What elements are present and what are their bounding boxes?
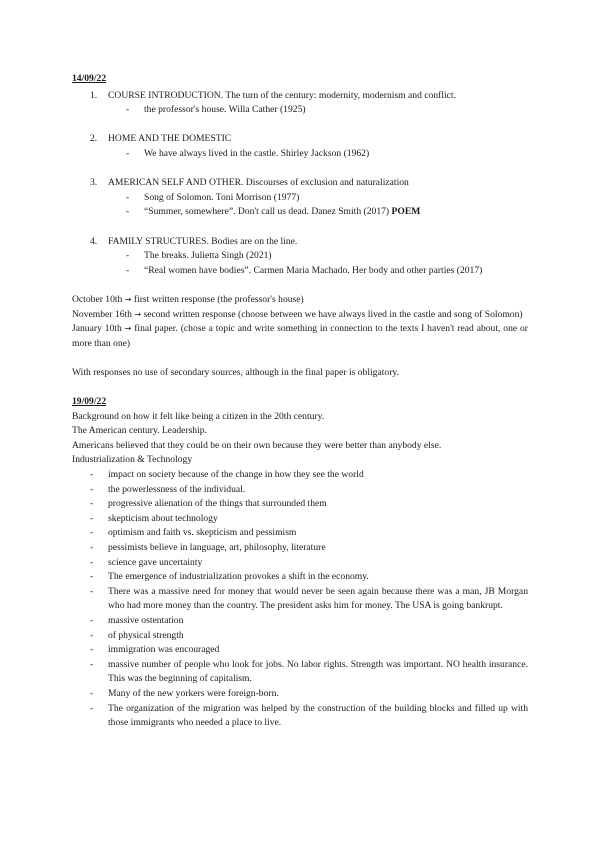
deadline-1: October 10th → first written response (the professor's house): [72, 293, 304, 305]
item-number: 2.: [90, 133, 98, 145]
item-number: 4.: [90, 235, 98, 247]
item-title: COURSE INTRODUCTION. The turn of the century: modernity, modernism and conflict.: [108, 89, 456, 101]
session-date-1: 14/09/22: [72, 73, 107, 84]
poem-label: POEM: [391, 206, 421, 218]
item-title: HOME AND THE DOMESTIC: [108, 133, 232, 145]
bullet-item: - pessimists believe in language, art, philosophy, literature: [90, 542, 326, 553]
note-line: Background on how it felt like being a citizen in the 20th century.: [72, 410, 325, 422]
note-line: Americans believed that they could be on their own because they were better than anybody else.: [72, 439, 442, 451]
bullet-item: - massive number of people who look for jobs. No labor rights. Strength was important. NO health insurance. This was the beginning of capitalism.: [90, 658, 528, 685]
syllabus-item-2: [72, 132, 528, 161]
bullet-item: - Many of the new yorkers were foreign-born.: [90, 687, 279, 699]
reading-list: [108, 103, 528, 118]
bullet-item: - optimism and faith vs. skepticism and pessimism: [90, 527, 297, 539]
bullet-item: - impact on society because of the change in how they see the world: [90, 469, 364, 481]
syllabus-item-1: [72, 89, 528, 118]
arrow-icon: →: [124, 324, 132, 334]
arrow-icon: →: [124, 294, 132, 304]
bullet-item: - the powerlessness of the individual.: [90, 483, 246, 495]
bullet-item: - massive ostentation: [90, 614, 184, 626]
notes-content: [72, 72, 528, 731]
item-number: 1.: [90, 89, 98, 101]
reading-item: - “Real women have bodies”. Carmen Maria Machado. Her body and other parties (2017): [126, 264, 483, 276]
deadlines: [72, 293, 528, 351]
reading-list: [108, 191, 528, 220]
arrow-icon: →: [134, 309, 142, 319]
session-date-2: 19/09/22: [72, 396, 107, 408]
bullet-item: - The organization of the migration was helped by the construction of the building blocks and filled up with those immigrants who needed a place to live.: [90, 702, 528, 729]
bullet-item: - of physical strength: [90, 629, 184, 641]
reading-item: - the professor's house. Willa Cather (1925): [126, 104, 306, 116]
deadline-2: November 16th → second written response (choose between we have always lived in the castle and song of Solomon): [72, 308, 523, 320]
reading-list: [108, 249, 528, 278]
bullet-item: - skepticism about technology: [90, 512, 218, 524]
bullet-item: - immigration was encouraged: [90, 644, 220, 656]
deadline-3: January 10th → final paper. (chose a topic and write something in connection to the texts I haven't read about, one or more than one): [72, 323, 528, 349]
responses-note: With responses no use of secondary sources, although in the final paper is obligatory.: [72, 366, 399, 378]
reading-item: - Song of Solomon. Toni Morrison (1977): [126, 191, 300, 203]
bullet-item: - progressive alienation of the things that surrounded them: [90, 498, 327, 510]
industrialization-bullets: [72, 468, 528, 731]
item-title: AMERICAN SELF AND OTHER. Discourses of exclusion and naturalization: [108, 177, 409, 189]
course-syllabus-list: [72, 89, 528, 279]
reading-item: - We have always lived in the castle. Shirley Jackson (1962): [126, 147, 370, 159]
syllabus-item-4: [72, 235, 528, 279]
item-number: 3.: [90, 177, 98, 189]
reading-item: - The breaks. Julietta Singh (2021): [126, 250, 272, 262]
syllabus-item-3: [72, 176, 528, 220]
bullet-item: - The emergence of industrialization provokes a shift in the economy.: [90, 571, 369, 583]
note-line: The American century. Leadership.: [72, 425, 207, 437]
note-line: Industrialization & Technology: [72, 454, 193, 466]
reading-list: [108, 147, 528, 162]
bullet-item: - science gave uncertainty: [90, 556, 203, 568]
item-title: FAMILY STRUCTURES. Bodies are on the line.: [108, 235, 298, 247]
session-notes: [72, 410, 528, 468]
bullet-item: - There was a massive need for money that would never be seen again because there was a man, JB Morgan who had more money than the country. The president asks him for money. The USA is going bankrupt.: [90, 585, 528, 612]
reading-item: - “Summer, somewhere”. Don't call us dead. Danez Smith (2017) POEM: [126, 206, 421, 218]
